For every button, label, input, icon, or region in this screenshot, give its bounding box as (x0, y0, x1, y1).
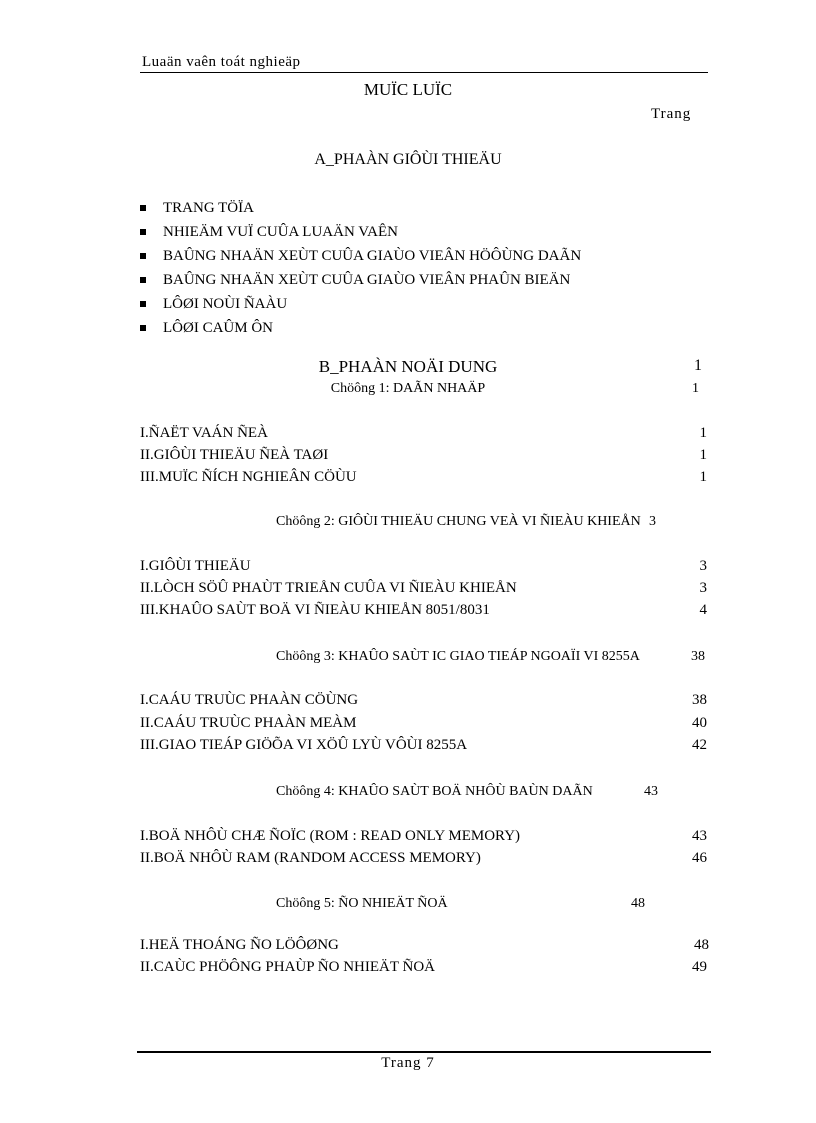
part-b-heading: B_PHAÀN NOÄI DUNG (318, 357, 498, 376)
bullet-icon (140, 325, 146, 331)
toc-entry-page: 3 (699, 558, 707, 574)
part-a-list (140, 196, 581, 340)
part-b-page: 1 (694, 357, 702, 374)
toc-entry-page: 38 (692, 692, 707, 708)
toc-entry-label: III.KHAÛO SAÙT BOÄ VI ÑIEÀU KHIEÅN 8051/8031 (140, 602, 490, 618)
list-item (140, 292, 581, 316)
page-footer: Trang 7 (381, 1055, 435, 1071)
toc-entry-page: 1 (699, 469, 707, 485)
toc-entry-label: I.CAÁU TRUÙC PHAÀN CÖÙNG (140, 692, 359, 708)
bullet-icon (140, 301, 146, 307)
chapter-3-page: 38 (691, 649, 705, 664)
toc-entry-label: III.GIAO TIEÁP GIÖÕA VI XÖÛ LYÙ VÔÙI 8255A (140, 737, 468, 753)
toc-entry-label: I.HEÄ THOÁNG ÑO LÖÔØNG (140, 937, 339, 953)
toc-entry-page: 46 (692, 850, 707, 866)
bullet-icon (140, 277, 146, 283)
list-item-label: BAÛNG NHAÄN XEÙT CUÛA GIAÙO VIEÂN PHAÛN BIEÄN (163, 272, 571, 288)
toc-entry-page: 40 (692, 715, 707, 731)
toc-entry-label: I.ÑAËT VAÁN ÑEÀ (140, 425, 268, 441)
chapter-1-title: Chöông 1: DAÃN NHAÄP (330, 381, 486, 396)
toc-entry-page: 42 (692, 737, 707, 753)
list-item (140, 244, 581, 268)
toc-entry-page: 1 (699, 425, 707, 441)
bullet-icon (140, 229, 146, 235)
list-item (140, 316, 581, 340)
footer-rule (137, 1051, 711, 1053)
chapter-1-page: 1 (692, 381, 699, 396)
chapter-4-title: Chöông 4: KHAÛO SAÙT BOÄ NHÔÙ BAÙN DAÃN (276, 784, 593, 799)
list-item (140, 196, 581, 220)
chapter-2-title: Chöông 2: GIÔÙI THIEÄU CHUNG VEÀ VI ÑIEÀU KHIEÅN (276, 514, 641, 529)
toc-entry-page: 4 (699, 602, 707, 618)
part-a-heading: A_PHAÀN GIÔÙI THIEÄU (314, 151, 502, 168)
list-item-label: LÔØI CAÛM ÔN (163, 320, 273, 336)
toc-entry-label: II.BOÄ NHÔÙ RAM (RANDOM ACCESS MEMORY) (140, 850, 481, 866)
list-item-label: NHIEÄM VUÏ CUÛA LUAÄN VAÊN (163, 224, 399, 240)
toc-entry-page: 43 (692, 828, 707, 844)
bullet-icon (140, 253, 146, 259)
toc-entry-label: I.BOÄ NHÔÙ CHÆ ÑOÏC (ROM : READ ONLY MEMORY) (140, 828, 521, 844)
list-item-label: LÔØI NOÙI ÑAÀU (163, 296, 288, 312)
list-item (140, 268, 581, 292)
header-rule (140, 72, 708, 73)
bullet-icon (140, 205, 146, 211)
chapter-2-page: 3 (649, 514, 656, 529)
toc-entry-label: II.LÒCH SÖÛ PHAÙT TRIEÅN CUÛA VI ÑIEÀU KHIEÅN (140, 580, 517, 596)
toc-entry-label: III.MUÏC ÑÍCH NGHIEÂN CÖÙU (140, 469, 357, 485)
list-item (140, 220, 581, 244)
toc-entry-label: II.CAÁU TRUÙC PHAÀN MEÀM (140, 715, 357, 731)
page-column-label: Trang (651, 106, 692, 122)
toc-entry-label: II.GIÔÙI THIEÄU ÑEÀ TAØI (140, 447, 329, 463)
chapter-5-title: Chöông 5: ÑO NHIEÄT ÑOÄ (276, 896, 448, 911)
chapter-3-title: Chöông 3: KHAÛO SAÙT IC GIAO TIEÁP NGOAÏI VI 8255A (276, 649, 640, 664)
toc-entry-page: 49 (692, 959, 707, 975)
toc-entry-label: I.GIÔÙI THIEÄU (140, 558, 251, 574)
chapter-5-page: 48 (631, 896, 645, 911)
toc-title: MUÏC LUÏC (363, 80, 453, 99)
list-item-label: TRANG TÖÏA (163, 200, 254, 216)
toc-entry-page: 1 (699, 447, 707, 463)
list-item-label: BAÛNG NHAÄN XEÙT CUÛA GIAÙO VIEÂN HÖÔÙNG DAÃN (163, 248, 582, 264)
chapter-4-page: 43 (644, 784, 658, 799)
toc-entry-page: 3 (699, 580, 707, 596)
toc-entry-page: 48 (694, 937, 709, 953)
toc-entry-label: II.CAÙC PHÖÔNG PHAÙP ÑO NHIEÄT ÑOÄ (140, 959, 436, 975)
running-header: Luaän vaên toát nghieäp (142, 54, 301, 70)
